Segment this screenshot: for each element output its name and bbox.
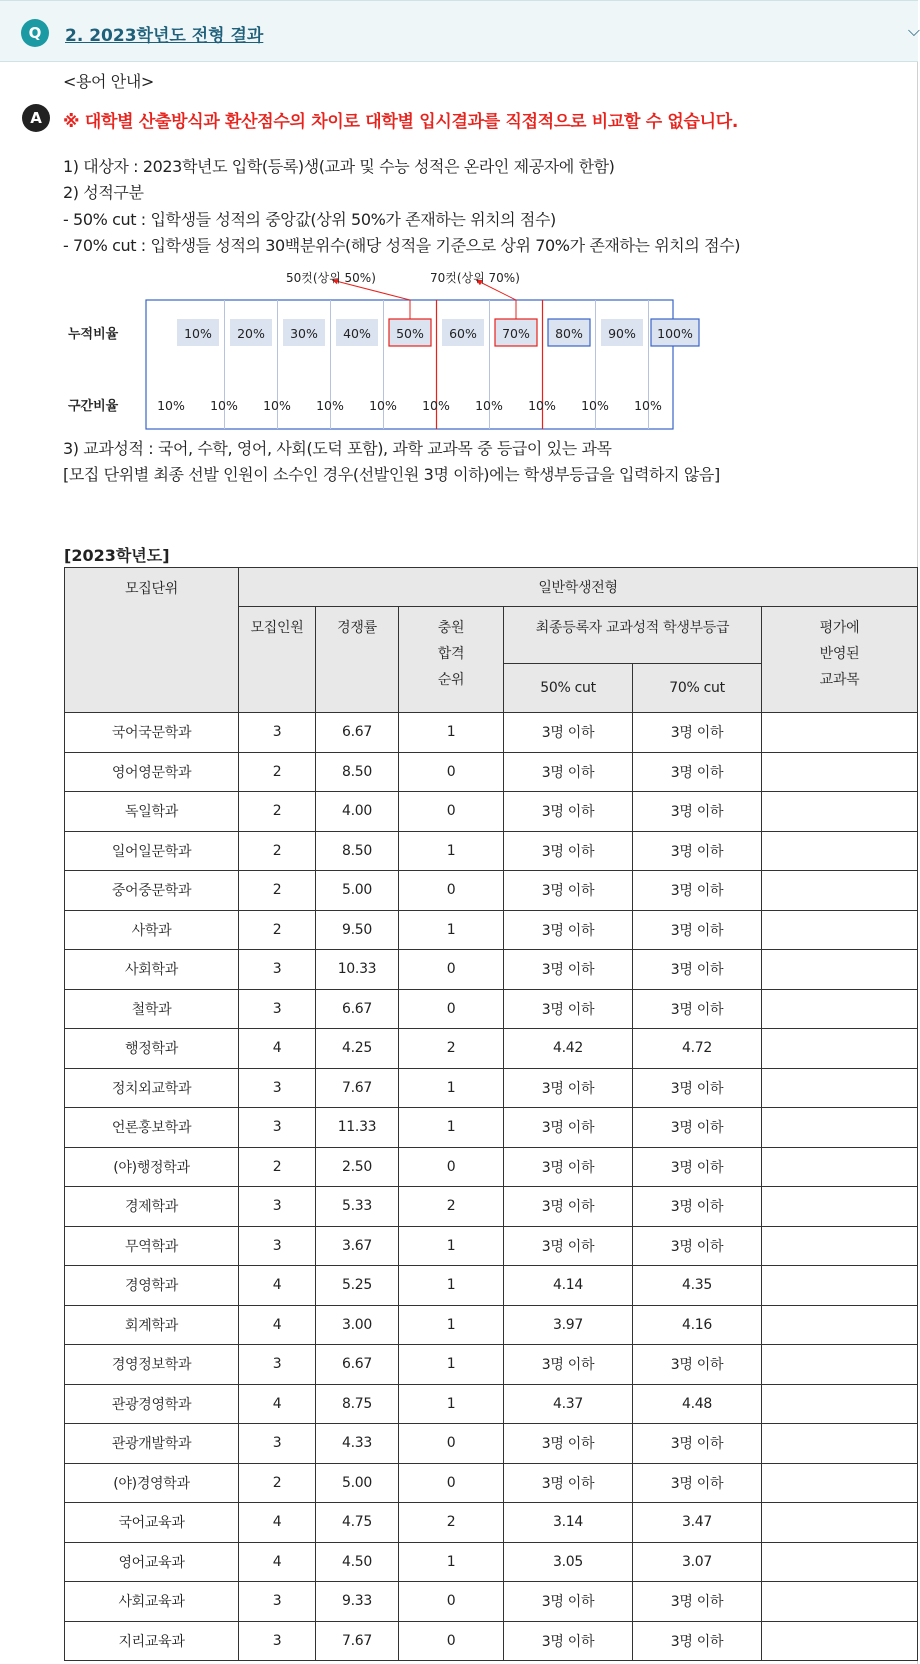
cut50-cell: 3명 이하 bbox=[504, 1226, 633, 1266]
subject-cell bbox=[762, 1187, 918, 1227]
recruit-cell: 3 bbox=[239, 1068, 316, 1108]
cumulative-label: 80% bbox=[555, 326, 583, 341]
question-title-link[interactable]: 2. 2023학년도 전형 결과 bbox=[65, 26, 264, 46]
unit-cell: 사회학과 bbox=[65, 950, 239, 990]
cut50-cell: 3명 이하 bbox=[504, 1582, 633, 1622]
rank-cell: 1 bbox=[399, 1542, 504, 1582]
interval-label: 10% bbox=[528, 398, 556, 413]
subject-cell bbox=[762, 1226, 918, 1266]
cumulative-label: 50% bbox=[396, 326, 424, 341]
recruit-cell: 2 bbox=[239, 910, 316, 950]
subject-cell bbox=[762, 1384, 918, 1424]
rank-cell: 1 bbox=[399, 1108, 504, 1148]
table-row bbox=[65, 1345, 918, 1385]
terms-heading: <용어 안내> bbox=[63, 72, 154, 91]
ratio-cell: 8.50 bbox=[316, 831, 399, 871]
interval-label: 10% bbox=[210, 398, 238, 413]
cut50-cell: 3명 이하 bbox=[504, 1147, 633, 1187]
unit-cell: 영어영문학과 bbox=[65, 752, 239, 792]
recruit-cell: 2 bbox=[239, 831, 316, 871]
recruit-cell: 2 bbox=[239, 792, 316, 832]
cumulative-label: 100% bbox=[657, 326, 693, 341]
rank-cell: 1 bbox=[399, 1384, 504, 1424]
unit-cell: 경제학과 bbox=[65, 1187, 239, 1227]
recruit-cell: 3 bbox=[239, 1108, 316, 1148]
recruit-cell: 3 bbox=[239, 1582, 316, 1622]
cut70-cell: 3명 이하 bbox=[633, 871, 762, 911]
section-title: [2023학년도] bbox=[64, 546, 170, 565]
ratio-cell: 5.25 bbox=[316, 1266, 399, 1306]
rank-cell: 0 bbox=[399, 1621, 504, 1661]
cut70-cell: 3명 이하 bbox=[633, 1108, 762, 1148]
header-grade-group: 최종등록자 교과성적 학생부등급 bbox=[504, 607, 762, 664]
rank-cell: 1 bbox=[399, 1226, 504, 1266]
rank-cell: 0 bbox=[399, 1147, 504, 1187]
ratio-cell: 7.67 bbox=[316, 1621, 399, 1661]
header-rank: 충원 합격 순위 bbox=[399, 607, 504, 713]
ratio-cell: 4.33 bbox=[316, 1424, 399, 1464]
results-table bbox=[64, 567, 918, 1661]
cut50-cell: 3명 이하 bbox=[504, 752, 633, 792]
interval-label: 10% bbox=[422, 398, 450, 413]
cut70-cell: 3명 이하 bbox=[633, 950, 762, 990]
cut70-cell: 4.16 bbox=[633, 1305, 762, 1345]
unit-cell: 무역학과 bbox=[65, 1226, 239, 1266]
interval-label: 10% bbox=[475, 398, 503, 413]
subject-cell bbox=[762, 871, 918, 911]
cut50-cell: 3명 이하 bbox=[504, 1345, 633, 1385]
results-body bbox=[65, 713, 918, 1661]
table-row bbox=[65, 713, 918, 753]
unit-cell: 경영학과 bbox=[65, 1266, 239, 1306]
unit-cell: 지리교육과 bbox=[65, 1621, 239, 1661]
unit-cell: 관광개발학과 bbox=[65, 1424, 239, 1464]
interval-label: 10% bbox=[157, 398, 185, 413]
unit-cell: 영어교육과 bbox=[65, 1542, 239, 1582]
interval-row-label: 구간비율 bbox=[68, 399, 119, 414]
subject-cell bbox=[762, 1147, 918, 1187]
rank-cell: 1 bbox=[399, 831, 504, 871]
ratio-cell: 8.75 bbox=[316, 1384, 399, 1424]
header-subject: 평가에 반영된 교과목 bbox=[762, 607, 918, 713]
table-row bbox=[65, 752, 918, 792]
ratio-cell: 6.67 bbox=[316, 989, 399, 1029]
unit-cell: 철학과 bbox=[65, 989, 239, 1029]
ratio-cell: 6.67 bbox=[316, 1345, 399, 1385]
subject-cell bbox=[762, 752, 918, 792]
table-row bbox=[65, 950, 918, 990]
rank-cell: 0 bbox=[399, 989, 504, 1029]
unit-cell: 정치외교학과 bbox=[65, 1068, 239, 1108]
table-row bbox=[65, 1384, 918, 1424]
interval-label: 10% bbox=[369, 398, 397, 413]
subject-cell bbox=[762, 1582, 918, 1622]
subject-cell bbox=[762, 792, 918, 832]
cut70-cell: 4.35 bbox=[633, 1266, 762, 1306]
cut70-cell: 3.47 bbox=[633, 1503, 762, 1543]
recruit-cell: 2 bbox=[239, 871, 316, 911]
table-row bbox=[65, 910, 918, 950]
answer-icon: A bbox=[22, 104, 50, 132]
cut-diagram bbox=[60, 270, 760, 460]
recruit-cell: 3 bbox=[239, 1226, 316, 1266]
cut50-cell: 3명 이하 bbox=[504, 910, 633, 950]
ratio-cell: 9.50 bbox=[316, 910, 399, 950]
recruit-cell: 3 bbox=[239, 1187, 316, 1227]
table-row bbox=[65, 1424, 918, 1464]
cut70-cell: 3명 이하 bbox=[633, 1345, 762, 1385]
cumulative-row-label: 누적비율 bbox=[68, 327, 119, 342]
recruit-cell: 2 bbox=[239, 752, 316, 792]
rank-cell: 0 bbox=[399, 1463, 504, 1503]
ratio-cell: 5.00 bbox=[316, 1463, 399, 1503]
cut70-cell: 3명 이하 bbox=[633, 792, 762, 832]
subject-cell bbox=[762, 1266, 918, 1306]
ratio-cell: 4.75 bbox=[316, 1503, 399, 1543]
cut70-cell: 3명 이하 bbox=[633, 1424, 762, 1464]
unit-cell: (야)행정학과 bbox=[65, 1147, 239, 1187]
header-70-cut: 70% cut bbox=[633, 664, 762, 713]
interval-label: 10% bbox=[316, 398, 344, 413]
rank-cell: 0 bbox=[399, 950, 504, 990]
cut70-cell: 3명 이하 bbox=[633, 713, 762, 753]
rank-cell: 1 bbox=[399, 1305, 504, 1345]
subject-cell bbox=[762, 1029, 918, 1069]
recruit-cell: 2 bbox=[239, 1463, 316, 1503]
ratio-cell: 10.33 bbox=[316, 950, 399, 990]
definition-line: 1) 대상자 : 2023학년도 입학(등록)생(교과 및 수능 성적은 온라인 제공자에 한함) bbox=[63, 157, 615, 176]
rank-cell: 1 bbox=[399, 713, 504, 753]
rank-cell: 2 bbox=[399, 1187, 504, 1227]
cut70-cell: 3명 이하 bbox=[633, 1226, 762, 1266]
recruit-cell: 3 bbox=[239, 1345, 316, 1385]
unit-cell: 경영정보학과 bbox=[65, 1345, 239, 1385]
cumulative-label: 60% bbox=[449, 326, 477, 341]
table-row bbox=[65, 871, 918, 911]
rank-cell: 2 bbox=[399, 1029, 504, 1069]
cut50-cell: 3명 이하 bbox=[504, 1424, 633, 1464]
cut50-cell: 3명 이하 bbox=[504, 871, 633, 911]
table-row bbox=[65, 792, 918, 832]
ratio-cell: 5.33 bbox=[316, 1187, 399, 1227]
unit-cell: 사회교육과 bbox=[65, 1582, 239, 1622]
unit-cell: 중어중문학과 bbox=[65, 871, 239, 911]
table-row bbox=[65, 1108, 918, 1148]
question-header[interactable] bbox=[0, 0, 918, 62]
cut50-cell: 3명 이하 bbox=[504, 989, 633, 1029]
ratio-cell: 3.00 bbox=[316, 1305, 399, 1345]
unit-cell: 언론홍보학과 bbox=[65, 1108, 239, 1148]
cut70-cell: 3명 이하 bbox=[633, 1582, 762, 1622]
cut50-cell: 4.42 bbox=[504, 1029, 633, 1069]
rank-cell: 1 bbox=[399, 1266, 504, 1306]
cut50-cell: 3명 이하 bbox=[504, 831, 633, 871]
rank-cell: 1 bbox=[399, 1068, 504, 1108]
header-50-cut: 50% cut bbox=[504, 664, 633, 713]
cut50-cell: 3명 이하 bbox=[504, 1621, 633, 1661]
table-row bbox=[65, 1147, 918, 1187]
interval-label: 10% bbox=[634, 398, 662, 413]
table-row bbox=[65, 831, 918, 871]
rank-cell: 0 bbox=[399, 871, 504, 911]
subject-cell bbox=[762, 1424, 918, 1464]
unit-cell: 국어국문학과 bbox=[65, 713, 239, 753]
definition-line: 2) 성적구분 bbox=[63, 183, 144, 202]
unit-cell: (야)경영학과 bbox=[65, 1463, 239, 1503]
cut70-cell: 3명 이하 bbox=[633, 989, 762, 1029]
table-row bbox=[65, 989, 918, 1029]
recruit-cell: 4 bbox=[239, 1384, 316, 1424]
table-row bbox=[65, 1187, 918, 1227]
recruit-cell: 3 bbox=[239, 713, 316, 753]
interval-label: 10% bbox=[263, 398, 291, 413]
ratio-cell: 2.50 bbox=[316, 1147, 399, 1187]
recruit-cell: 4 bbox=[239, 1503, 316, 1543]
table-row bbox=[65, 1463, 918, 1503]
ratio-cell: 4.25 bbox=[316, 1029, 399, 1069]
cut50-cell: 3.97 bbox=[504, 1305, 633, 1345]
cumulative-label: 10% bbox=[184, 326, 212, 341]
ratio-cell: 7.67 bbox=[316, 1068, 399, 1108]
recruit-cell: 2 bbox=[239, 1147, 316, 1187]
recruit-cell: 3 bbox=[239, 950, 316, 990]
cut50-cell: 3명 이하 bbox=[504, 950, 633, 990]
subject-cell bbox=[762, 1108, 918, 1148]
subject-cell bbox=[762, 1503, 918, 1543]
label-50-cut: 50컷(상위 50%) bbox=[286, 270, 376, 285]
rank-cell: 2 bbox=[399, 1503, 504, 1543]
rank-cell: 0 bbox=[399, 1582, 504, 1622]
table-row bbox=[65, 1582, 918, 1622]
ratio-cell: 8.50 bbox=[316, 752, 399, 792]
subject-cell bbox=[762, 1542, 918, 1582]
subject-cell bbox=[762, 989, 918, 1029]
subject-cell bbox=[762, 1621, 918, 1661]
cut50-cell: 3명 이하 bbox=[504, 1463, 633, 1503]
subject-cell bbox=[762, 1463, 918, 1503]
definition-line: [모집 단위별 최종 선발 인원이 소수인 경우(선발인원 3명 이하)에는 학생부등급을 입력하지 않음] bbox=[63, 465, 720, 484]
cut50-cell: 3.14 bbox=[504, 1503, 633, 1543]
ratio-cell: 9.33 bbox=[316, 1582, 399, 1622]
table-row bbox=[65, 1266, 918, 1306]
table-row bbox=[65, 1029, 918, 1069]
cut70-cell: 3명 이하 bbox=[633, 1621, 762, 1661]
cut70-cell: 3명 이하 bbox=[633, 752, 762, 792]
cut50-cell: 3명 이하 bbox=[504, 1187, 633, 1227]
definition-line: 3) 교과성적 : 국어, 수학, 영어, 사회(도덕 포함), 과학 교과목 중 등급이 있는 과목 bbox=[63, 439, 612, 458]
subject-cell bbox=[762, 910, 918, 950]
subject-cell bbox=[762, 1305, 918, 1345]
cut50-cell: 3명 이하 bbox=[504, 1108, 633, 1148]
cumulative-label: 90% bbox=[608, 326, 636, 341]
ratio-cell: 4.00 bbox=[316, 792, 399, 832]
interval-label: 10% bbox=[581, 398, 609, 413]
unit-cell: 일어일문학과 bbox=[65, 831, 239, 871]
ratio-cell: 3.67 bbox=[316, 1226, 399, 1266]
subject-cell bbox=[762, 831, 918, 871]
header-group: 일반학생전형 bbox=[239, 568, 918, 607]
table-row bbox=[65, 1305, 918, 1345]
table-row bbox=[65, 1503, 918, 1543]
unit-cell: 사학과 bbox=[65, 910, 239, 950]
subject-cell bbox=[762, 950, 918, 990]
question-icon: Q bbox=[21, 19, 49, 47]
recruit-cell: 4 bbox=[239, 1266, 316, 1306]
definition-line: - 70% cut : 입학생들 성적의 30백분위수(해당 성적을 기준으로 상위 70%가 존재하는 위치의 점수) bbox=[63, 236, 741, 255]
ratio-cell: 11.33 bbox=[316, 1108, 399, 1148]
cumulative-label: 70% bbox=[502, 326, 530, 341]
recruit-cell: 3 bbox=[239, 1424, 316, 1464]
cut70-cell: 3명 이하 bbox=[633, 1147, 762, 1187]
rank-cell: 0 bbox=[399, 792, 504, 832]
rank-cell: 1 bbox=[399, 1345, 504, 1385]
recruit-cell: 4 bbox=[239, 1305, 316, 1345]
unit-cell: 관광경영학과 bbox=[65, 1384, 239, 1424]
table-row bbox=[65, 1621, 918, 1661]
unit-cell: 행정학과 bbox=[65, 1029, 239, 1069]
cut50-cell: 3명 이하 bbox=[504, 792, 633, 832]
cut70-cell: 4.48 bbox=[633, 1384, 762, 1424]
label-70-cut: 70컷(상위 70%) bbox=[430, 270, 520, 285]
table-row bbox=[65, 1068, 918, 1108]
table-row bbox=[65, 1226, 918, 1266]
recruit-cell: 4 bbox=[239, 1542, 316, 1582]
cumulative-label: 40% bbox=[343, 326, 371, 341]
cut50-cell: 3명 이하 bbox=[504, 1068, 633, 1108]
subject-cell bbox=[762, 713, 918, 753]
table-row bbox=[65, 1542, 918, 1582]
recruit-cell: 3 bbox=[239, 1621, 316, 1661]
cut70-cell: 3명 이하 bbox=[633, 1068, 762, 1108]
ratio-cell: 4.50 bbox=[316, 1542, 399, 1582]
cumulative-label: 30% bbox=[290, 326, 318, 341]
subject-cell bbox=[762, 1345, 918, 1385]
cumulative-label: 20% bbox=[237, 326, 265, 341]
cut70-cell: 4.72 bbox=[633, 1029, 762, 1069]
cut70-cell: 3.07 bbox=[633, 1542, 762, 1582]
definition-line: - 50% cut : 입학생들 성적의 중앙값(상위 50%가 존재하는 위치의 점수) bbox=[63, 210, 556, 229]
recruit-cell: 4 bbox=[239, 1029, 316, 1069]
unit-cell: 독일학과 bbox=[65, 792, 239, 832]
header-recruit: 모집인원 bbox=[239, 607, 316, 713]
rank-cell: 0 bbox=[399, 752, 504, 792]
cut50-cell: 3.05 bbox=[504, 1542, 633, 1582]
cut70-cell: 3명 이하 bbox=[633, 1463, 762, 1503]
rank-cell: 1 bbox=[399, 910, 504, 950]
rank-cell: 0 bbox=[399, 1424, 504, 1464]
cut50-cell: 3명 이하 bbox=[504, 713, 633, 753]
cut70-cell: 3명 이하 bbox=[633, 1187, 762, 1227]
cut70-cell: 3명 이하 bbox=[633, 831, 762, 871]
unit-cell: 국어교육과 bbox=[65, 1503, 239, 1543]
cut50-cell: 4.37 bbox=[504, 1384, 633, 1424]
header-unit: 모집단위 bbox=[65, 568, 239, 713]
notice-text: ※ 대학별 산출방식과 환산점수의 차이로 대학별 입시결과를 직접적으로 비교할 수 없습니다. bbox=[63, 112, 739, 132]
ratio-cell: 6.67 bbox=[316, 713, 399, 753]
recruit-cell: 3 bbox=[239, 989, 316, 1029]
unit-cell: 회계학과 bbox=[65, 1305, 239, 1345]
header-ratio: 경쟁률 bbox=[316, 607, 399, 713]
cut50-cell: 4.14 bbox=[504, 1266, 633, 1306]
subject-cell bbox=[762, 1068, 918, 1108]
chevron-down-icon[interactable]: ⌵ bbox=[907, 21, 920, 40]
cut70-cell: 3명 이하 bbox=[633, 910, 762, 950]
ratio-cell: 5.00 bbox=[316, 871, 399, 911]
